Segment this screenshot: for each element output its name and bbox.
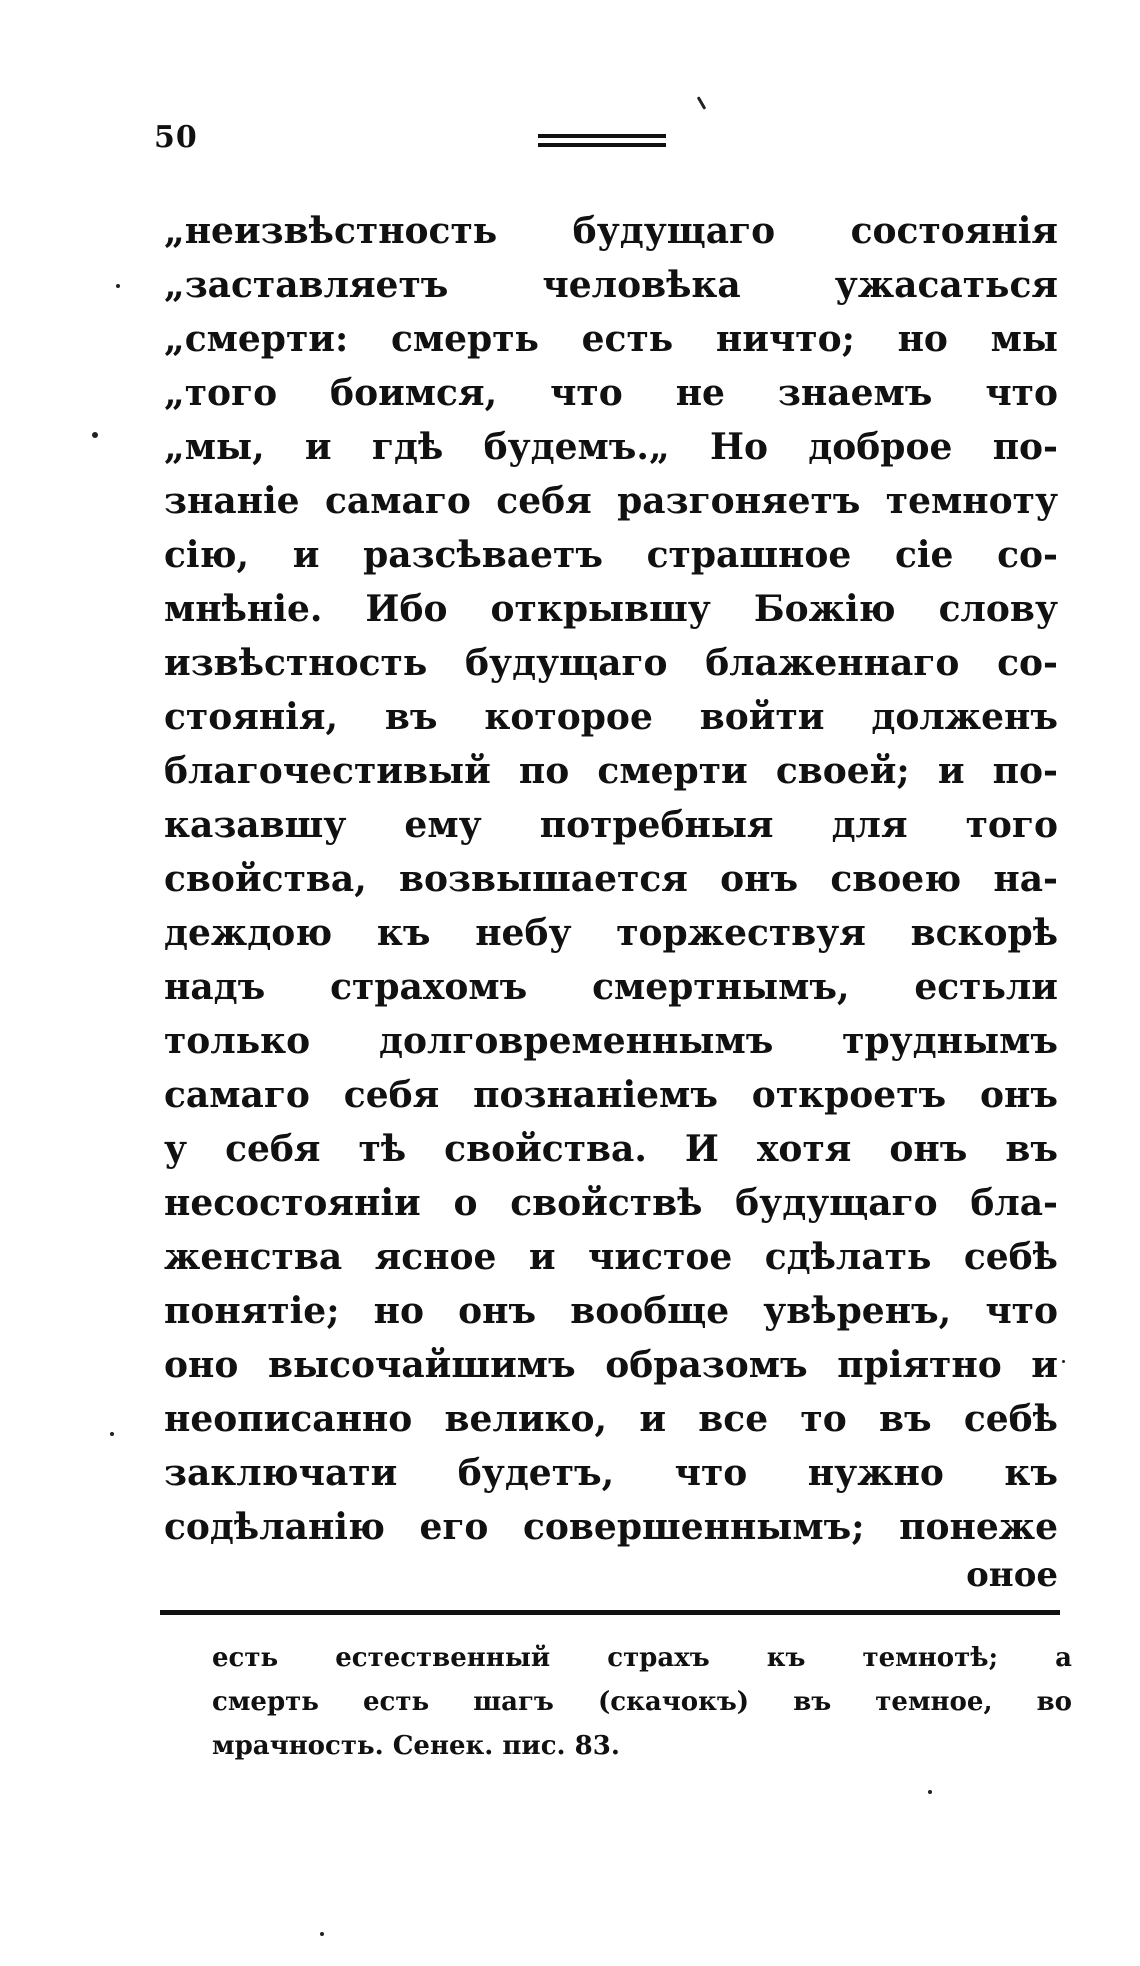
body-line: знаніе самаго себя разгоняетъ темноту (164, 480, 1058, 522)
body-line: „мы, и гдѣ будемъ.„ Но доброе по- (164, 426, 1058, 468)
body-line: мнѣніе. Ибо открывшу Божію слову (164, 588, 1058, 630)
header-rule (538, 134, 666, 148)
body-line: казавшу ему потребныя для того (164, 804, 1058, 846)
body-line: благочестивый по смерти своей; и по- (164, 750, 1058, 792)
body-line: надъ страхомъ смертнымъ, естьли (164, 966, 1058, 1008)
body-line: оно высочайшимъ образомъ пріятно и (164, 1344, 1058, 1386)
catchword: оное (966, 1555, 1058, 1595)
body-line: деждою къ небу торжествуя вскорѣ (164, 912, 1058, 954)
ink-speck (116, 284, 120, 288)
footnote-line: смерть есть шагъ (скачокъ) въ темное, во (212, 1687, 1072, 1717)
body-line: „заставляетъ человѣка ужасаться (164, 264, 1058, 306)
body-line: „смерти: смерть есть ничто; но мы (164, 318, 1058, 360)
body-line: женства ясное и чистое сдѣлать себѣ (164, 1236, 1058, 1278)
page-number: 50 (154, 120, 198, 155)
body-line: заключати будетъ, что нужно къ (164, 1452, 1058, 1494)
ink-speck (92, 432, 98, 438)
body-line: свойства, возвышается онъ своею на- (164, 858, 1058, 900)
footnote-line: мрачность. Сенек. пис. 83. (212, 1731, 620, 1761)
ink-speck (1062, 1360, 1065, 1363)
body-line: несостояніи о свойствѣ будущаго бла- (164, 1182, 1058, 1224)
ink-speck (697, 96, 707, 110)
body-line: содѣланію его совершеннымъ; понеже (164, 1506, 1058, 1548)
header-rule-line (538, 143, 666, 147)
body-line: „неизвѣстность будущаго состоянія (164, 210, 1058, 252)
body-line: сію, и разсѣваетъ страшное сіе со- (164, 534, 1058, 576)
body-line: извѣстность будущаго блаженнаго со- (164, 642, 1058, 684)
header-rule-line (538, 134, 666, 138)
footnote (212, 1636, 1072, 1768)
body-text (164, 204, 1058, 1554)
ink-speck (928, 1790, 932, 1794)
body-line: самаго себя познаніемъ откроетъ онъ (164, 1074, 1058, 1116)
ink-speck (110, 1432, 114, 1436)
ink-speck (320, 1932, 324, 1936)
body-line: понятіе; но онъ вообще увѣренъ, что (164, 1290, 1058, 1332)
body-line: у себя тѣ свойства. И хотя онъ въ (164, 1128, 1058, 1170)
body-line: неописанно велико, и все то въ себѣ (164, 1398, 1058, 1440)
body-line: „того боимся, что не знаемъ что (164, 372, 1058, 414)
footnote-rule (160, 1610, 1060, 1615)
footnote-line: есть естественный страхъ къ темнотѣ; а (212, 1643, 1072, 1673)
body-line: только долговременнымъ труднымъ (164, 1020, 1058, 1062)
body-line: стоянія, въ которое войти долженъ (164, 696, 1058, 738)
